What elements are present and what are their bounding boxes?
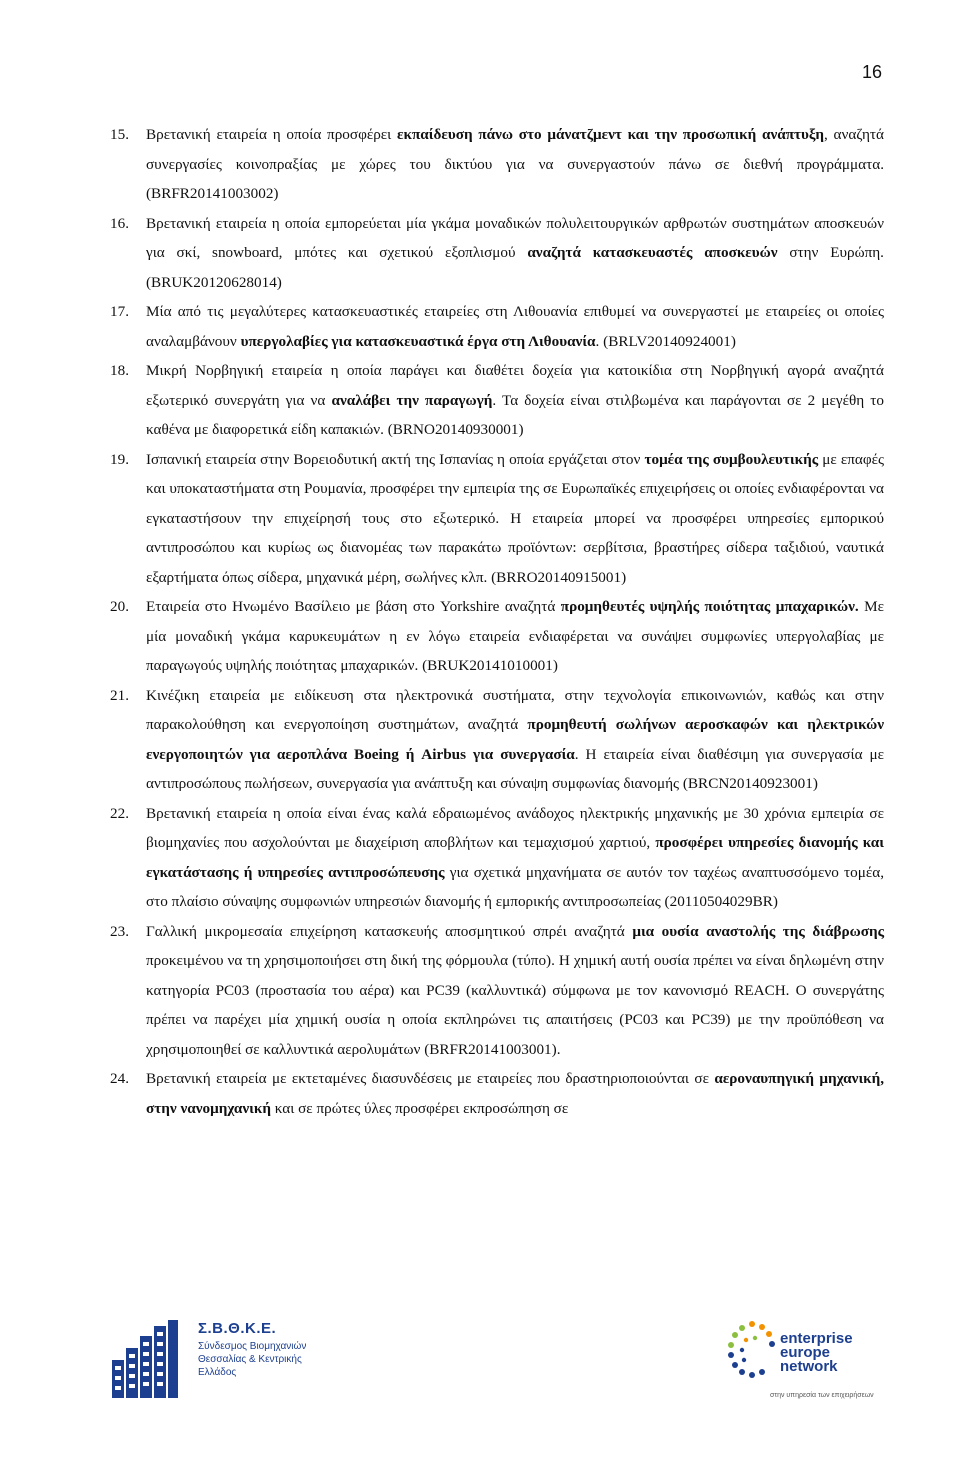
item-text: Κινέζικη εταιρεία με ειδίκευση στα ηλεκτρονικά συστήματα, στην τεχνολογία επικοινωνιών, καθώς και στην παρακολούθηση και ενεργοποίηση συστημάτων, αναζητά bbox=[146, 686, 884, 733]
list-item bbox=[110, 445, 884, 593]
item-number: 16. bbox=[110, 214, 129, 232]
document-body bbox=[110, 120, 884, 1123]
item-text: και σε πρώτες ύλες προσφέρει εκπροσώπηση σε bbox=[270, 1099, 569, 1117]
enterprise-europe-network-logo bbox=[722, 1318, 892, 1428]
item-text: Ισπανική εταιρεία στην Βορειοδυτική ακτή της Ισπανίας η οποία εργάζεται στον bbox=[146, 450, 645, 468]
item-text: . Τα δοχεία είναι στιλβωμένα και παράγονται σε 2 μεγέθη το καθένα με διαφορετικά είδη καπακιών. (BRNO20140930001) bbox=[146, 391, 885, 438]
item-text: Εταιρεία στο Ηνωμένο Βασίλειο με βάση στο Yorkshire αναζητά bbox=[146, 598, 561, 615]
item-text-bold: προμηθευτή σωλήνων αεροσκαφών και ηλεκτρικών ενεργοποιητών για αεροπλάνα Boeing ή Airbus για συνεργασία bbox=[146, 716, 884, 763]
item-number: 24. bbox=[110, 1070, 129, 1087]
list-item bbox=[110, 1064, 884, 1123]
een-line-network: network bbox=[780, 1358, 838, 1375]
item-text: με επαφές και υποκαταστήματα στη Ρουμανία, προσφέρει την εμπειρία της σε Ευρωπαϊκές επιχειρήσεις οι οποίες ενδιαφέρονται να εγκαταστήσουν την επιχείρησή τους στο εξωτερικό. Η εταιρεία μπορεί να προσφέρει υπηρεσίες εμπορικού αντιπροσώπου και κυρίως ως διανομέας των παρακάτω προϊόντων: σερβίτσια, βραστήρες σίδερα ταξιδιού, ναυτικά εξαρτήματα όπως σίδερα, μηχανικά μέρη, σωλήνες κλπ. (BRRO20140915001) bbox=[146, 450, 884, 586]
een-dots-icon bbox=[722, 1318, 780, 1388]
item-text-bold: αεροναυπηγική μηχανική, στην νανομηχανική bbox=[146, 1070, 885, 1117]
item-number: 21. bbox=[110, 686, 129, 704]
item-number: 23. bbox=[110, 922, 129, 940]
een-wordmark bbox=[780, 1332, 853, 1374]
een-line-europe: europe bbox=[780, 1344, 831, 1361]
factory-buildings-icon bbox=[110, 1320, 190, 1400]
item-text-bold: τομέα της συμβουλευτικής bbox=[644, 450, 819, 468]
item-text-bold: προσφέρει υπηρεσίες διανομής και εγκατάστασης ή υπηρεσίες αντιπροσώπευσης bbox=[146, 834, 884, 881]
list-item bbox=[110, 799, 884, 917]
item-text: προκειμένου να τη χρησιμοποιήσει στη δική της φόρμουλα (τύπο). Η χημική αυτή ουσία πρέπει να είναι δηλωμένη στην κατηγορία PC03 (προστασία του αέρα) και PC39 (καλλυντικά) σύμφωνα με τον κανονισμό REACH. Ο συνεργάτης πρέπει να παρέχει μία χημική ουσία η οποία εκπληρώνει τις απαιτήσεις (PC03 και PC39) με την προϋπόθεση να χρησιμοποιηθεί σε καλλυντικά αερολυμάτων (BRFR20141003001). bbox=[146, 952, 884, 1058]
numbered-list bbox=[110, 120, 884, 1123]
list-item bbox=[110, 917, 884, 1065]
item-text: . (BRLV20140924001) bbox=[595, 332, 736, 350]
list-item bbox=[110, 356, 884, 445]
item-text: Μία από τις μεγαλύτερες κατασκευαστικές εταιρείες στη Λιθουανία επιθυμεί να συνεργαστεί με εταιρείες οι οποίες αναλαμβάνουν bbox=[146, 303, 884, 350]
list-item bbox=[110, 681, 884, 799]
item-text-bold: μια ουσία αναστολής της διάβρωσης bbox=[632, 922, 884, 940]
item-number: 15. bbox=[110, 126, 129, 143]
list-item bbox=[110, 120, 884, 209]
sbtke-subtitle: Σύνδεσμος Βιομηχανιών Θεσσαλίας & Κεντρικής Ελλάδος bbox=[198, 1341, 307, 1378]
item-number: 20. bbox=[110, 598, 129, 615]
item-text: Βρετανική εταιρεία η οποία είναι ένας καλά εδραιωμένος ανάδοχος ηλεκτρικής μηχανικής με 30 χρόνια εμπειρία σε βιομηχανίες που ασχολούνται με διαχείριση αποβλήτων και τεμαχισμού χαρτιού, bbox=[146, 804, 884, 851]
item-text: για σχετικά μηχανήματα σε αυτόν τον ταχέως αναπτυσσόμενο τομέα, στο πλαίσιο σύναψης συμφωνιών υπηρεσιών διανομής ή εμπορικής αντιπροσωπείας (20110504029BR) bbox=[146, 863, 884, 910]
item-text-bold: υπεργολαβίες για κατασκευαστικά έργα στη Λιθουανία bbox=[240, 332, 596, 350]
item-text: , αναζητά συνεργασίες κοινοπραξίας με χώρες του δικτύου για να συνεργαστούν πάνω σε διεθνή προγράμματα. (BRFR20141003002) bbox=[146, 126, 884, 202]
item-text-bold: προμηθευτές υψηλής ποιότητας μπαχαρικών. bbox=[560, 598, 859, 615]
sbtke-title: Σ.Β.Θ.Κ.Ε. bbox=[198, 1320, 277, 1337]
item-text: Βρετανική εταιρεία με εκτεταμένες διασυνδέσεις με εταιρείες που δραστηριοποιούνται σε bbox=[146, 1070, 715, 1087]
item-text: Με μία μοναδική γκάμα καρυκευμάτων η εν λόγω εταιρεία ενδιαφέρεται να συνάψει συμφωνίες υπεργολαβίας με παραγωγούς υψηλής ποιότητας μπαχαρικών. (BRUK20141010001) bbox=[146, 598, 885, 674]
item-text-bold: αναλάβει την παραγωγή bbox=[331, 391, 493, 409]
item-text: στην Ευρώπη. (BRUK20120628014) bbox=[146, 244, 884, 291]
item-number: 19. bbox=[110, 450, 129, 468]
sbtke-logo bbox=[110, 1320, 307, 1400]
page-number: 16 bbox=[861, 62, 882, 82]
item-text: Βρετανική εταιρεία η οποία προσφέρει bbox=[146, 126, 398, 143]
item-number: 18. bbox=[110, 362, 129, 379]
item-text: . Η εταιρεία είναι διαθέσιμη για συνεργασία με αντιπροσώπους πωλήσεων, συνεργασία για ανάπτυξη και σύναψη συμφωνίας διανομής (BRCN20140923001) bbox=[146, 745, 884, 792]
item-number: 22. bbox=[110, 804, 129, 822]
item-text-bold: εκπαίδευση πάνω στο μάνατζμεντ και την προσωπική ανάπτυξη bbox=[397, 126, 824, 143]
item-text: Μικρή Νορβηγική εταιρεία η οποία παράγει και διαθέτει δοχεία για κατοικίδια στη Νορβηγική αγορά αναζητά εξωτερικό συνεργάτη για να bbox=[146, 362, 884, 409]
list-item bbox=[110, 297, 884, 356]
item-text-bold: αναζητά κατασκευαστές αποσκευών bbox=[527, 244, 778, 261]
een-tagline: στην υπηρεσία των επιχειρήσεων bbox=[770, 1392, 874, 1399]
item-number: 17. bbox=[110, 303, 129, 320]
list-item bbox=[110, 209, 884, 298]
list-item bbox=[110, 592, 884, 681]
item-text: Βρετανική εταιρεία η οποία εμπορεύεται μία γκάμα μοναδικών πολυλειτουργικών αρθρωτών συστημάτων αποσκευών για σκί, snowboard, μπότες και σχετικού εξοπλισμού bbox=[146, 214, 884, 261]
een-line-enterprise: enterprise bbox=[780, 1330, 853, 1347]
page-footer bbox=[0, 1318, 960, 1428]
item-text: Γαλλική μικρομεσαία επιχείρηση κατασκευής αποσμητικού σπρέι αναζητά bbox=[146, 922, 633, 940]
